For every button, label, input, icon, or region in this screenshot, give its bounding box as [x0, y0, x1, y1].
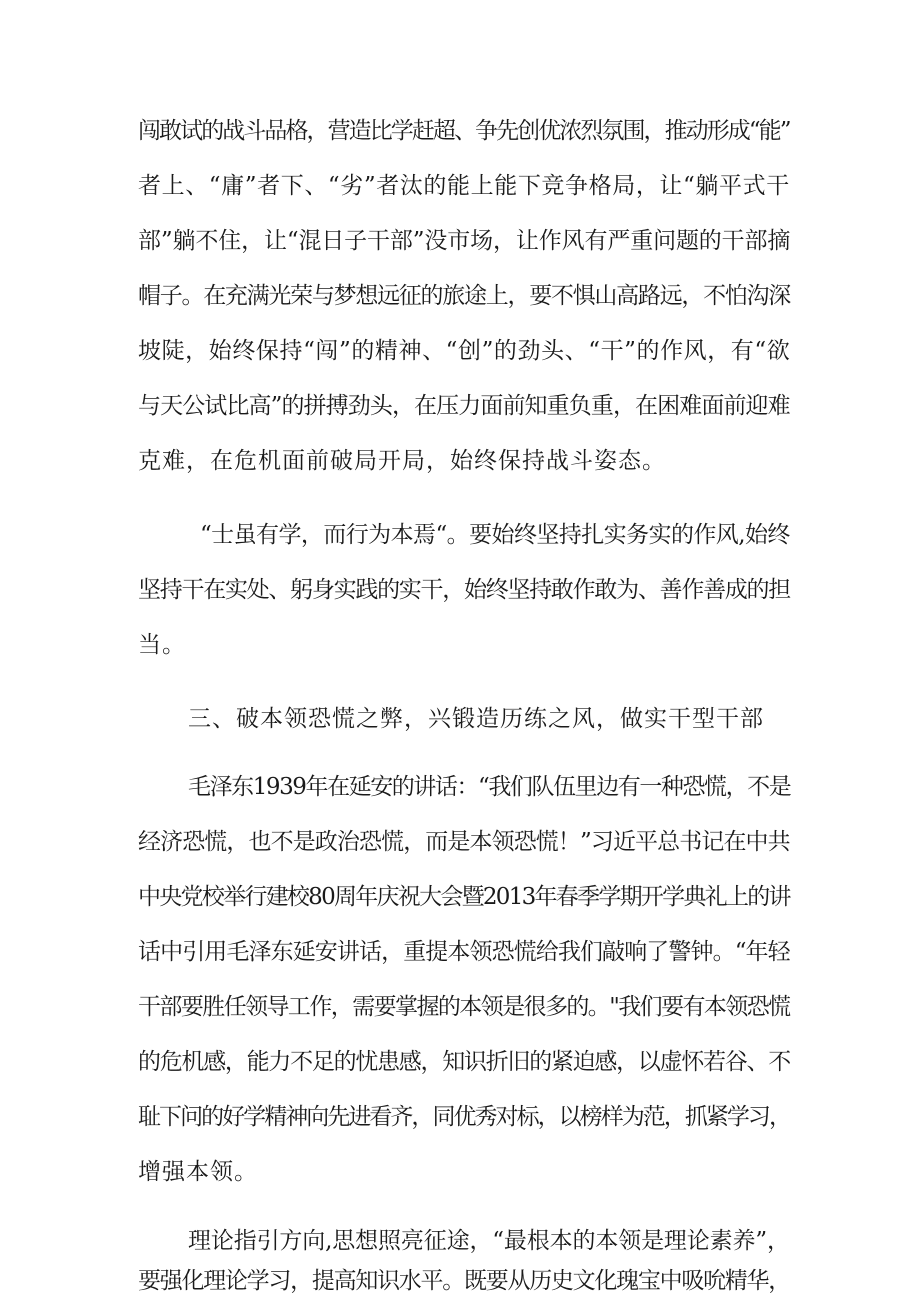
text-line: 要强化理论学习，提高知识水平。既要从历史文化瑰宝中吸吮精华， [138, 1268, 791, 1294]
text-line: 与天公试比高”的拼搏劲头，在压力面前知重负重，在困难面前迎难 [138, 393, 790, 419]
text-line: 的危机感，能力不足的忧患感，知识折旧的紧迫感，以虚怀若谷、不 [138, 1049, 791, 1075]
section-heading: 三、破本领恐慌之弊，兴锻造历练之风，做实干型干部 [188, 706, 764, 732]
text-line: 经济恐慌，也不是政治恐慌，而是本领恐慌！”习近平总书记在中共 [138, 829, 790, 855]
text-line: 闯敢试的战斗品格，营造比学赶超、争先创优浓烈氛围，推动形成“能” [138, 118, 790, 144]
text-line: 克难，在危机面前破局开局，始终保持战斗姿态。 [138, 448, 666, 474]
text-line: 毛泽东1939年在延安的讲话：“我们队伍里边有一种恐慌，不是 [188, 774, 791, 800]
text-line: 中央党校举行建校80周年庆祝大会暨2013年春季学期开学典礼上的讲 [138, 884, 790, 910]
text-line: “士虽有学，而行为本焉“。要始终坚持扎实务实的作风,始终 [200, 522, 790, 548]
text-line: 干部要胜任领导工作，需要掌握的本领是很多的。"我们要有本领恐慌 [138, 994, 790, 1020]
text-line: 当。 [138, 632, 186, 658]
text-line: 增强本领。 [138, 1159, 258, 1185]
text-line: 话中引用毛泽东延安讲话，重提本领恐慌给我们敲响了警钟。“年轻 [138, 939, 790, 965]
text-line: 坡陡，始终保持“闯”的精神、“创”的劲头、“干”的作风，有“欲 [138, 338, 791, 364]
text-line: 耻下问的好学精神向先进看齐，同优秀对标，以榜样为范，抓紧学习， [138, 1104, 791, 1130]
text-line: 者上、“庸”者下、“劣”者汰的能上能下竞争格局，让“躺平式干 [138, 173, 790, 199]
text-line: 理论指引方向,思想照亮征途，“最根本的本领是理论素养”， [188, 1228, 790, 1254]
text-line: 部”躺不住，让“混日子干部”没市场，让作风有严重问题的干部摘 [138, 228, 791, 254]
text-line: 坚持干在实处、躬身实践的实干，始终坚持敢作敢为、善作善成的担 [138, 577, 791, 603]
text-line: 帽子。在充满光荣与梦想远征的旅途上，要不惧山高路远，不怕沟深 [138, 283, 791, 309]
